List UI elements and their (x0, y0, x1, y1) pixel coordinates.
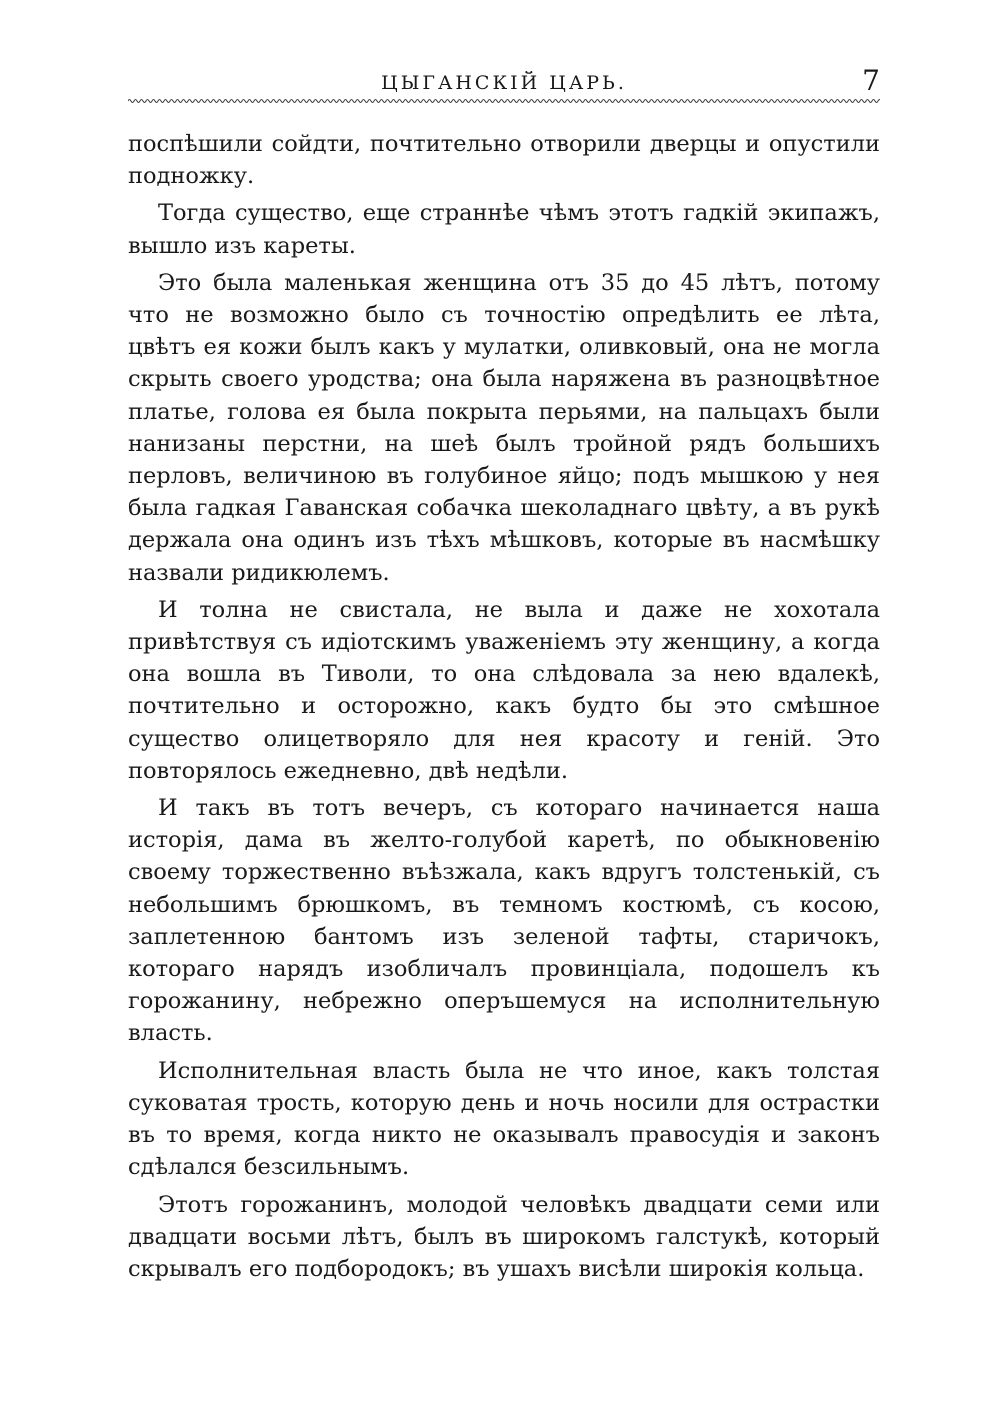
running-title: ЦЫГАНСКІЙ ЦАРЬ. (381, 72, 627, 94)
paragraph-6: Исполнительная власть была не что иное, какъ толстая суковатая трость, которую день и ночь носили для острастки въ то время, когда никто не оказывалъ правосудія и законъ сдѣлался безсильнымъ. (128, 1057, 880, 1181)
paragraph-2: Тогда существо, еще страннѣе чѣмъ этотъ гадкій экипажъ, вышло изъ кареты. (128, 200, 880, 259)
body-text (128, 128, 880, 1290)
paragraph-3: Это была маленькая женщина отъ 35 до 45 лѣтъ, потому что не возможно было съ точностію опредѣлить ее лѣта, цвѣтъ ея кожи былъ какъ у мулатки, оливковый, она не могла скрыть своего уродства; она была наряжена въ разноцвѣтное платье, голова ея была покрыта перьями, на пальцахъ были нанизаны перстни, на шеѣ былъ тройной рядъ большихъ перловъ, величиною въ голубиное яйцо; подъ мышкою у нея была гадкая Гаванская собачка шеколаднаго цвѣту, а въ рукѣ держала она одинъ изъ тѣхъ мѣшковъ, которые въ насмѣшку назвали ридикюлемъ. (128, 269, 880, 586)
paragraph-4: И толна не свистала, не выла и даже не хохотала привѣтствуя съ идіотскимъ уваженіемъ эту женщину, а когда она вошла въ Тиволи, то она слѣдовала за нею вдалекѣ, почтительно и осторожно, какъ будто бы это смѣшное существо олицетворяло для нея красоту и геній. Это повторялось ежедневно, двѣ недѣли. (128, 596, 880, 784)
wavy-rule (128, 97, 880, 105)
paragraph-1: поспѣшили сойдти, почтительно отворили дверцы и опустили подножку. (128, 131, 880, 190)
page-number: 7 (862, 64, 880, 97)
running-head (128, 66, 880, 102)
paragraph-7: Этотъ горожанинъ, молодой человѣкъ двадцати семи или двадцати восьми лѣтъ, былъ въ широкомъ галстукѣ, который скрывалъ его подбородокъ; въ ушахъ висѣли широкія кольца. (128, 1191, 880, 1282)
paragraph-5: И такъ въ тотъ вечеръ, съ котораго начинается наша исторія, дама въ желто-голубой каретѣ, по обыкновенію своему торжественно въѣзжала, какъ вдругъ толстенькій, съ небольшимъ брюшкомъ, въ темномъ костюмѣ, съ косою, заплетенною бантомъ изъ зеленой тафты, старичокъ, котораго нарядъ изобличалъ провинціала, подошелъ къ горожанину, небрежно оперъшемуся на исполнительную власть. (128, 795, 880, 1047)
